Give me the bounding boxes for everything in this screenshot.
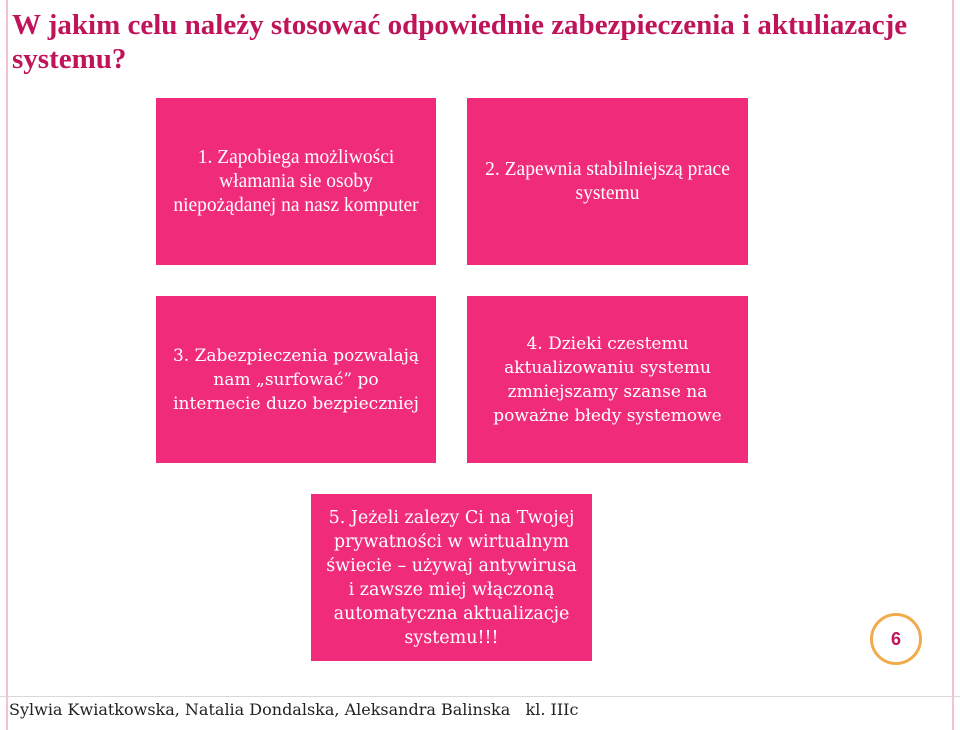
reason-text-3: 3. Zabezpieczenia pozwalają nam „surfować” po internecie duzo bezpieczniej (172, 345, 420, 414)
page-number: 6 (890, 628, 901, 649)
reason-text-5: 5. Jeżeli zalezy Ci na Twojej prywatności w wirtualnym świecie – używaj antywirusa i zawsze miej włączoną automatyczna aktualizacje systemu!!! (326, 507, 577, 648)
reason-text-1: 1. Zapobiega możliwości włamania sie osoby niepożądanej na nasz komputer (173, 146, 419, 216)
reason-text-4: 4. Dzieki czestemu aktualizowaniu systemu zmniejszamy szanse na poważne błedy systemowe (493, 333, 722, 426)
left-border-line (6, 0, 8, 730)
footer-authors: Sylwia Kwiatkowska, Natalia Dondalska, Aleksandra Balinska kl. IIIc (9, 700, 579, 719)
slide-title: W jakim celu należy stosować odpowiednie zabezpieczenia i aktuliazacje systemu? (12, 9, 908, 75)
page-number-badge (870, 613, 922, 665)
reason-text-2: 2. Zapewnia stabilniejszą prace systemu (485, 158, 730, 204)
reason-box-1 (156, 98, 436, 265)
reason-box-3 (156, 296, 436, 463)
reason-box-4 (467, 296, 748, 463)
reason-box-5 (311, 494, 592, 661)
reason-box-2 (467, 98, 748, 265)
right-border-line (952, 0, 954, 730)
footer-divider (0, 696, 960, 697)
